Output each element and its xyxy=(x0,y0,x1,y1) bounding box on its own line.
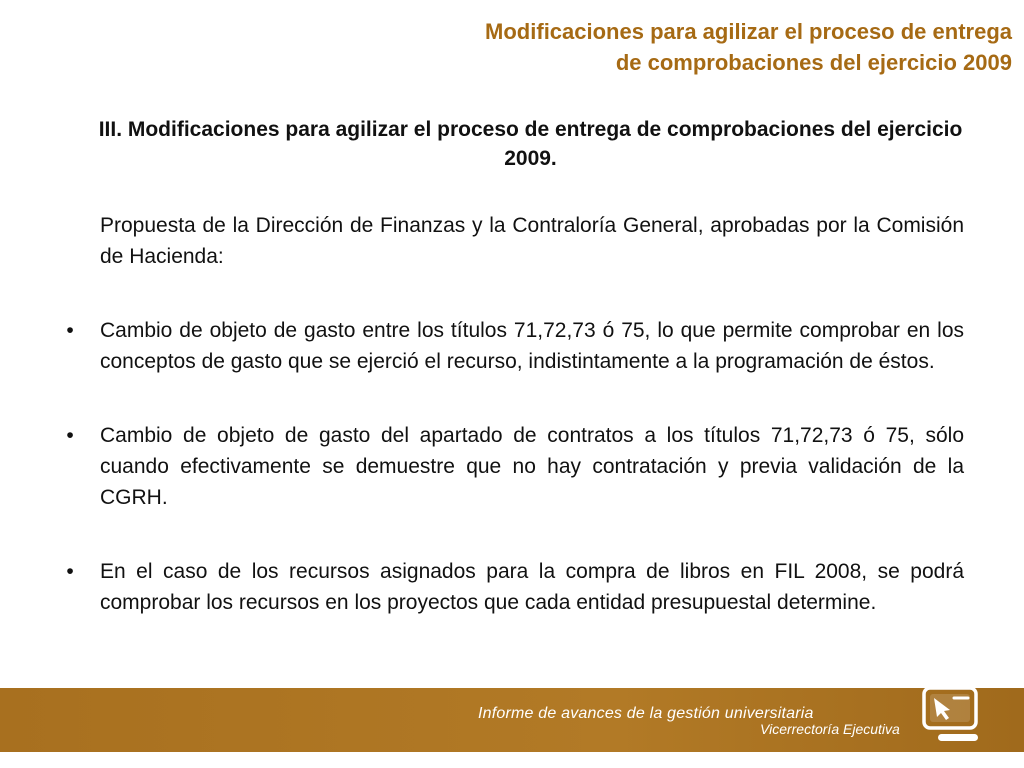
bullet-text: Cambio de objeto de gasto entre los títulos 71,72,73 ó 75, lo que permite comprobar en los conceptos de gasto que se ejerció el recurso, indistintamente a la programación de éstos. xyxy=(100,319,964,373)
bullet-icon: • xyxy=(66,319,74,342)
intro-paragraph: Propuesta de la Dirección de Finanzas y la Contraloría General, aprobadas por la Comisión de Hacienda: xyxy=(100,214,964,268)
bullet-icon: • xyxy=(66,560,74,583)
bullet-list xyxy=(60,315,964,661)
bullet-item xyxy=(60,315,964,377)
slide-title xyxy=(372,16,1012,78)
bullet-item xyxy=(60,420,964,513)
footer-department: Vicerrectoría Ejecutiva xyxy=(760,721,900,737)
slide-title-line1: Modificaciones para agilizar el proceso de entrega xyxy=(485,19,1012,44)
section-heading: III. Modificaciones para agilizar el proceso de entrega de comprobaciones del ejercicio 2009. xyxy=(98,118,963,170)
footer-report-title: Informe de avances de la gestión universitaria xyxy=(478,705,814,722)
bullet-text: En el caso de los recursos asignados para la compra de libros en FIL 2008, se podrá comprobar los recursos en los proyectos que cada entidad presupuestal determine. xyxy=(100,560,964,614)
slide-title-line2: de comprobaciones del ejercicio 2009 xyxy=(615,50,1012,75)
computer-screen-icon xyxy=(920,684,982,746)
bullet-icon: • xyxy=(66,424,74,447)
footer-bottom-strip xyxy=(0,752,1024,768)
bullet-text: Cambio de objeto de gasto del apartado de contratos a los títulos 71,72,73 ó 75, sólo cuando efectivamente se demuestre que no hay contratación y previa validación de la CGRH. xyxy=(100,424,964,509)
bullet-item xyxy=(60,556,964,618)
